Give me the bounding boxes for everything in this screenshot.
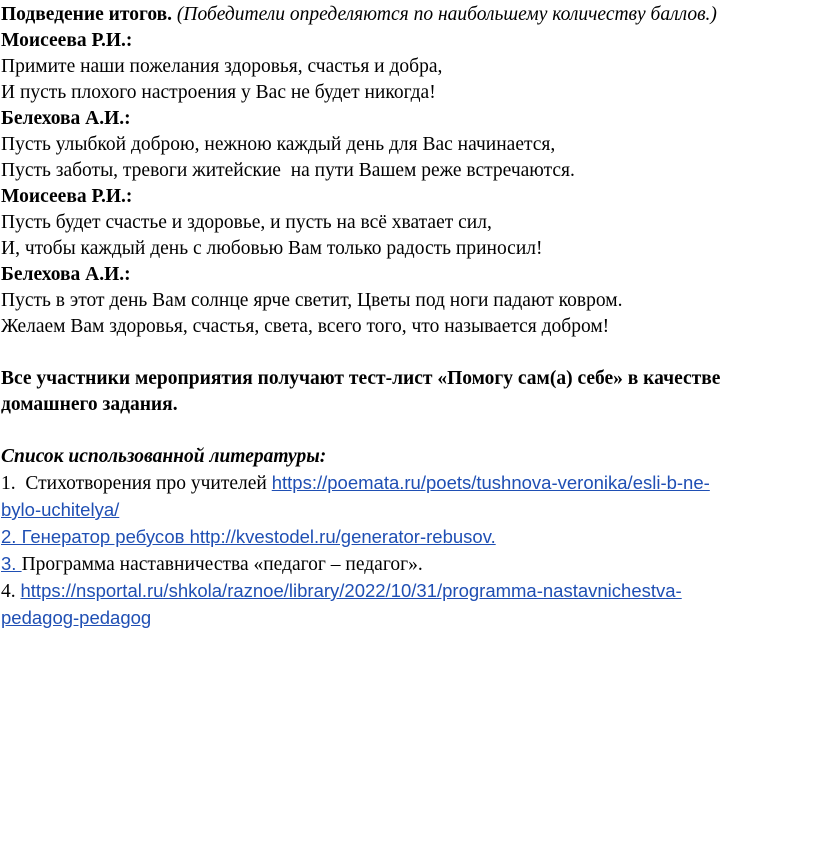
reference-item-1: [1, 470, 816, 497]
reference-1-link-cont[interactable]: bylo-uchitelya/: [1, 499, 120, 520]
summary-line: [1, 2, 816, 28]
wish-3-line-1: Пусть будет счастье и здоровье, и пусть на всё хватает сил,: [1, 212, 492, 233]
reference-item-4: [1, 578, 816, 605]
summary-heading: Подведение итогов.: [1, 4, 173, 25]
reference-3-link[interactable]: 3.: [1, 553, 22, 574]
wish-2-line-1: Пусть улыбкой доброю, нежною каждый день для Вас начинается,: [1, 134, 556, 155]
wish-2-line-2: Пусть заботы, тревоги житейские на пути Вашем реже встречаются.: [1, 160, 575, 181]
reference-1-link[interactable]: https://poemata.ru/poets/tushnova-veronika/esli-b-ne-: [271, 472, 710, 493]
wish-1-line-2: И пусть плохого настроения у Вас не будет никогда!: [1, 82, 436, 103]
wish-4-line-1: Пусть в этот день Вам солнце ярче светит, Цветы под ноги падают ковром.: [1, 290, 623, 311]
reference-4-link[interactable]: https://nsportal.ru/shkola/raznoe/library/2022/10/31/programma-nastavnichestva-: [20, 580, 682, 601]
reference-item-2: [1, 524, 816, 551]
spacer-2: [0, 418, 816, 444]
homework-line-2: домашнего задания.: [1, 394, 178, 415]
reference-4-link-cont[interactable]: pedagog-pedagog: [1, 607, 152, 628]
spacer-1: [0, 340, 816, 366]
homework-line-1: Все участники мероприятия получают тест-лист «Помогу сам(а) себе» в качестве: [1, 368, 721, 389]
wish-4-line-2: Желаем Вам здоровья, счастья, света, всего того, что называется добром!: [1, 316, 610, 337]
references-title: Список использованной литературы:: [1, 446, 327, 467]
summary-note: (Победители определяются по наибольшему количеству баллов.): [176, 4, 717, 25]
speaker-1: Моисеева Р.И.:: [1, 30, 133, 51]
reference-item-1-cont: [1, 497, 816, 524]
speaker-2: Белехова А.И.:: [1, 108, 131, 129]
wish-3-line-2: И, чтобы каждый день с любовью Вам только радость приносил!: [1, 238, 543, 259]
reference-3-text: Программа наставничества «педагог – педагог».: [21, 554, 423, 575]
speaker-3: Моисеева Р.И.:: [1, 186, 133, 207]
reference-item-3: [1, 551, 816, 578]
reference-1-prefix: 1. Стихотворения про учителей: [1, 473, 272, 494]
reference-4-prefix: 4.: [1, 581, 21, 602]
speaker-4: Белехова А.И.:: [1, 264, 131, 285]
wish-1-line-1: Примите наши пожелания здоровья, счастья и добра,: [1, 56, 443, 77]
reference-2-link[interactable]: 2. Генератор ребусов http://kvestodel.ru/generator-rebusov.: [1, 526, 496, 547]
reference-item-4-cont: [1, 605, 816, 632]
